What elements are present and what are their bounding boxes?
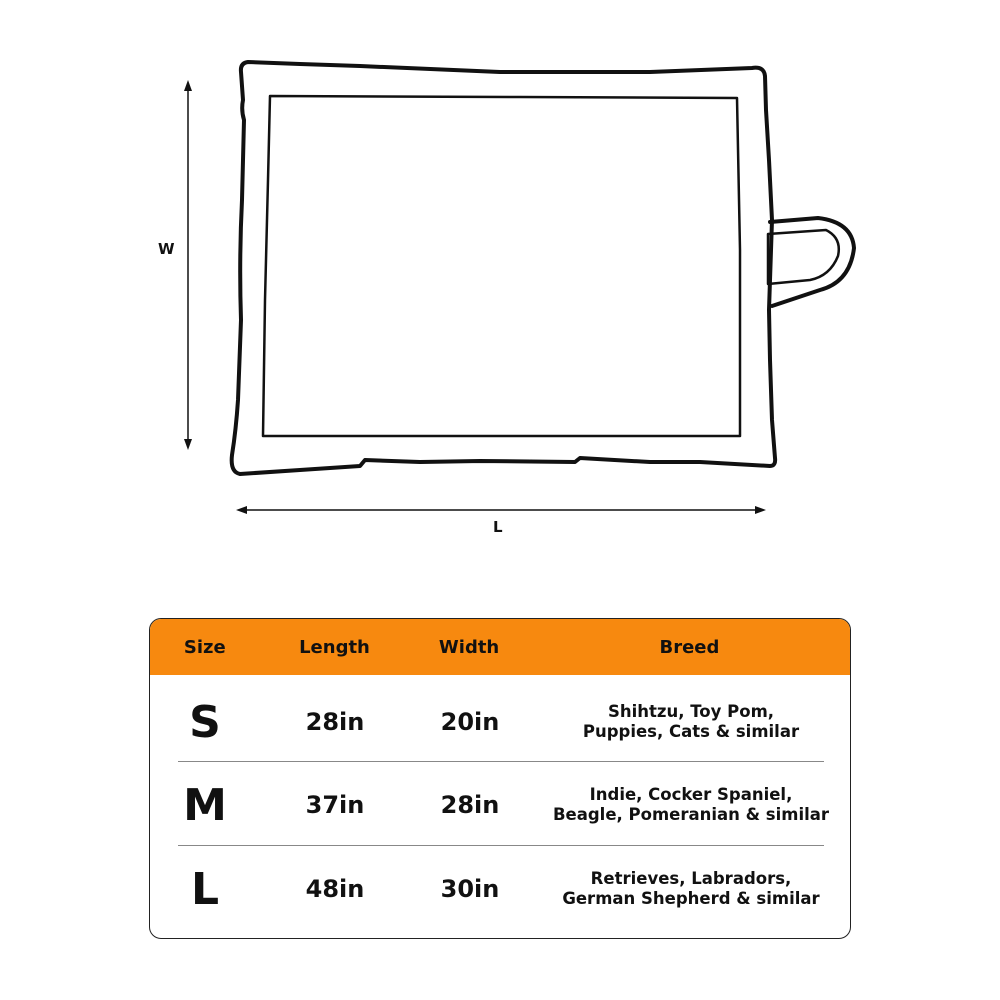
width-arrow-top [184, 80, 192, 91]
row-length: 37in [305, 791, 365, 819]
length-arrow-right [755, 506, 766, 514]
breed-line-1: Shihtzu, Toy Pom, [607, 702, 775, 721]
row-divider [178, 761, 824, 762]
length-label: L [493, 518, 503, 536]
breed-line-1: Indie, Cocker Spaniel, [589, 785, 793, 804]
breed-line-1: Retrieves, Labradors, [590, 869, 792, 888]
breed-line-2: Puppies, Cats & similar [582, 722, 800, 741]
row-width: 28in [440, 791, 500, 819]
bed-handle-inner [768, 230, 839, 284]
header-breed: Breed [659, 636, 720, 658]
table-header [150, 619, 850, 675]
row-breed [530, 702, 851, 742]
table-row [150, 764, 851, 846]
row-divider [178, 845, 824, 846]
row-breed [530, 869, 851, 909]
size-chart-table [149, 618, 851, 939]
row-length: 28in [305, 708, 365, 736]
row-width: 30in [440, 875, 500, 903]
row-length: 48in [305, 875, 365, 903]
header-length: Length [299, 636, 370, 658]
row-size: M [183, 779, 227, 831]
breed-line-2: German Shepherd & similar [562, 889, 820, 908]
header-size: Size [183, 636, 226, 658]
bed-inner-panel [263, 96, 740, 436]
breed-line-2: Beagle, Pomeranian & similar [552, 805, 830, 824]
length-arrow-left [236, 506, 247, 514]
width-arrow-bottom [184, 439, 192, 450]
row-width: 20in [440, 708, 500, 736]
width-label: W [158, 240, 175, 258]
header-width: Width [438, 636, 500, 658]
bed-outer-outline [232, 62, 775, 474]
row-size: S [189, 696, 221, 748]
row-breed [530, 785, 851, 825]
row-size: L [190, 863, 220, 915]
table-row [150, 681, 851, 763]
table-row [150, 848, 851, 930]
